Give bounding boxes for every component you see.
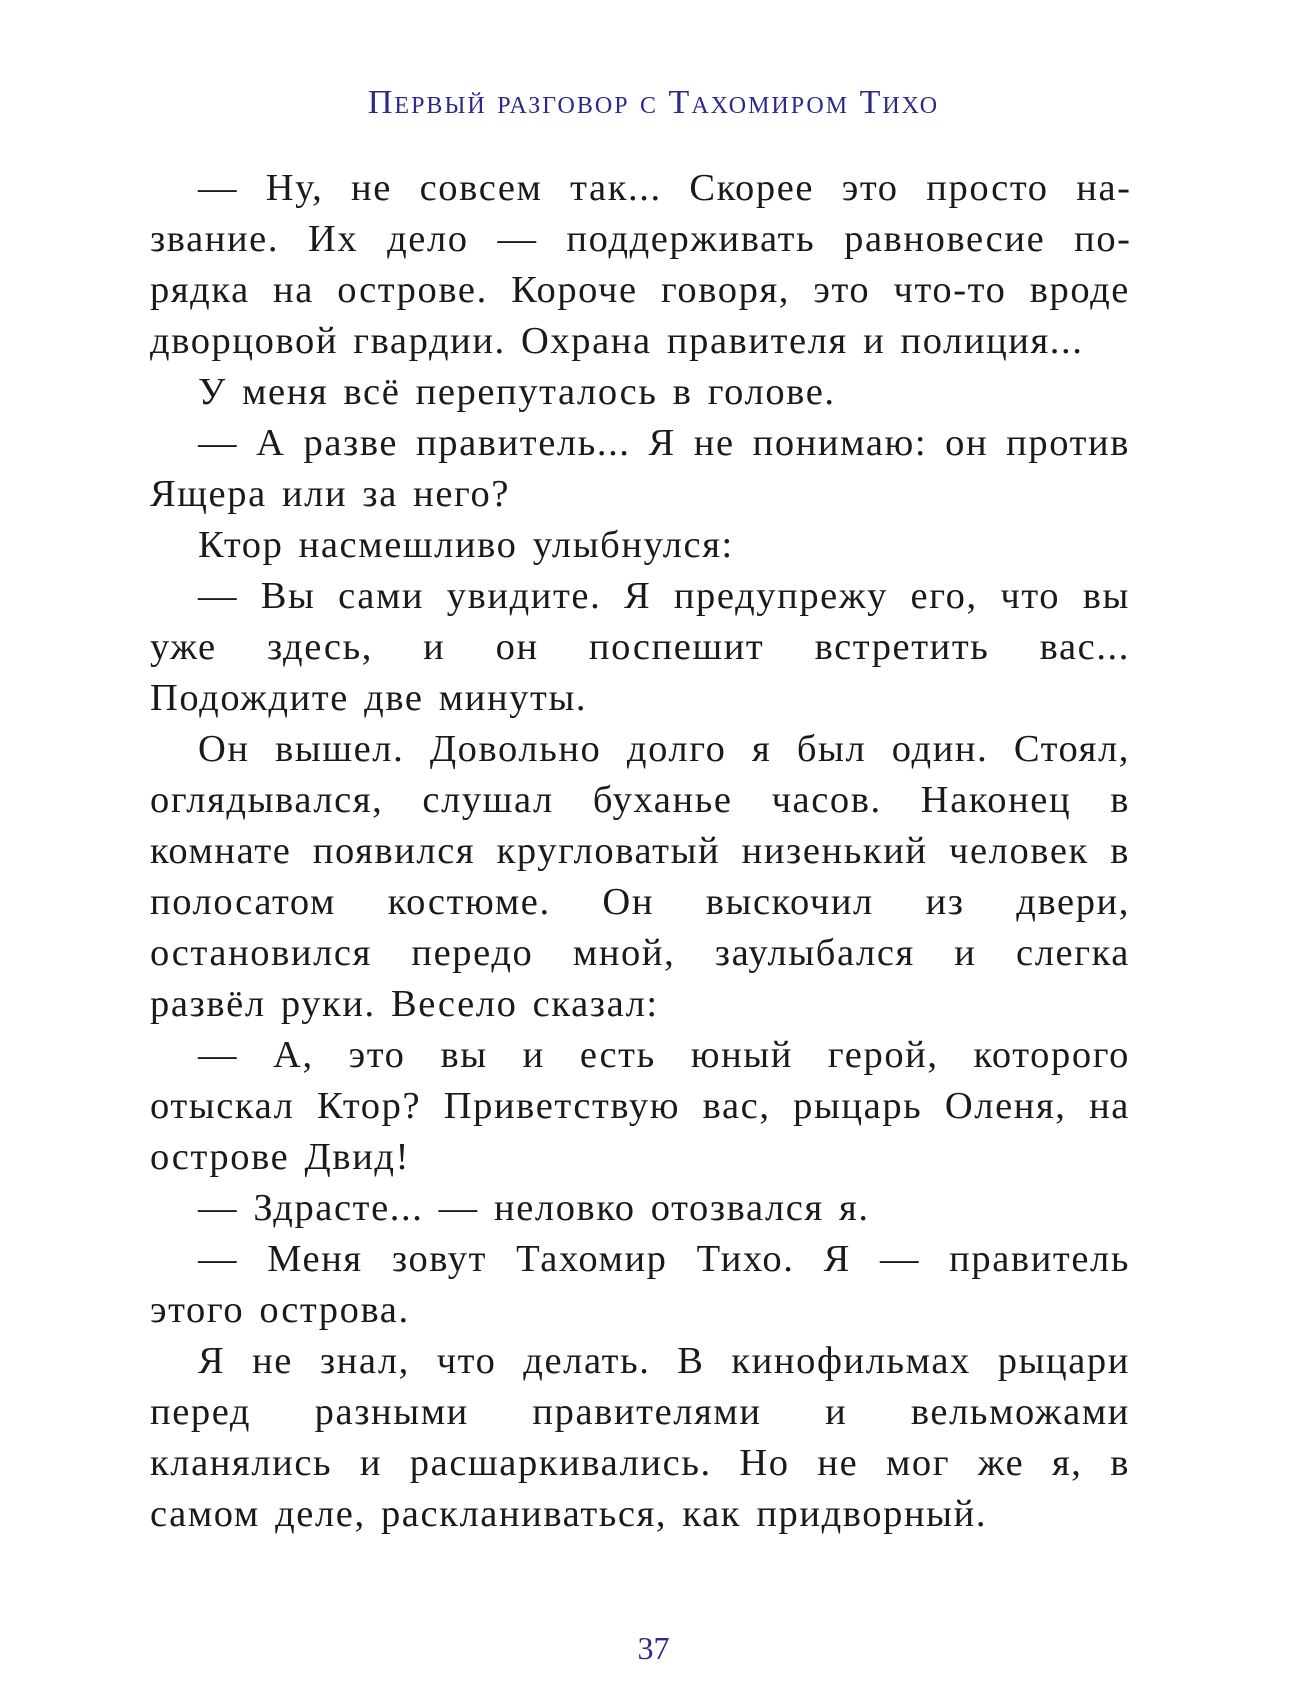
- paragraph: У меня всё перепуталось в голове.: [198, 371, 836, 413]
- paragraph: — Меня зовут Тахомир Тихо. Я — правитель этого острова.: [150, 1238, 1130, 1331]
- paragraph: Ктор насмешливо улыбнулся:: [198, 524, 734, 566]
- paragraph: — А разве правитель... Я не понимаю: он против Ящера или за него?: [150, 422, 1130, 515]
- paragraph: — А, это вы и есть юный герой, которого отыскал Ктор? Приветствую вас, рыцарь Оленя, на острове Двид!: [150, 1034, 1130, 1178]
- paragraph: — Ну, не совсем так... Скорее это просто название. Их дело — поддерживать равновесие порядка на острове. Короче говоря, это что-то вроде дворцовой гвардии. Охрана правителя и полиция...: [150, 167, 1130, 362]
- paragraph: Он вышел. Довольно долго я был один. Стоял, оглядывался, слушал буханье часов. Наконец в комнате появился кругловатый низенький человек в полосатом костюме. Он выскочил из двери, остановился передо мной, заулыбался и слегка развёл руки. Весело сказал:: [150, 728, 1130, 1025]
- paragraph: Я не знал, что делать. В кинофильмах рыцари перед разными правителями и вельможами кланялись и расшаркивались. Но не мог же я, в самом деле, раскланиваться, как придворный.: [150, 1340, 1130, 1535]
- paragraph: — Здрасте... — неловко отозвался я.: [198, 1187, 870, 1229]
- page-body: [150, 163, 1130, 1540]
- running-header: Первый разговор с Тахомиром Тихо: [367, 84, 940, 121]
- page-number: 37: [637, 1630, 670, 1666]
- paragraph: — Вы сами увидите. Я предупрежу его, что вы уже здесь, и он поспешит встретить вас... Подождите две минуты.: [150, 575, 1130, 719]
